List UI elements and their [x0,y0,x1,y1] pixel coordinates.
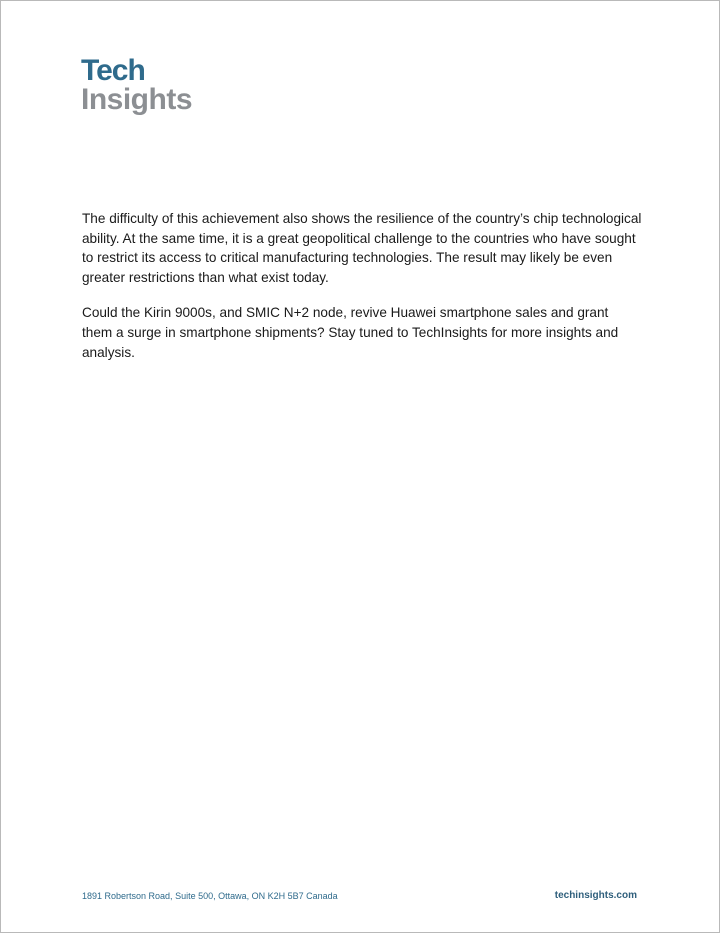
footer-address: 1891 Robertson Road, Suite 500, Ottawa, ON K2H 5B7 Canada [82,891,338,901]
footer-website-link[interactable]: techinsights.com [554,890,637,901]
logo-text-tech: Tech [81,54,145,87]
body-text [82,209,642,378]
paragraph-2: Could the Kirin 9000s, and SMIC N+2 node, revive Huawei smartphone sales and grant them a surge in smartphone shipments? Stay tuned to TechInsights for more insights and analysis. [82,305,619,360]
techinsights-logo [81,54,193,116]
logo-text-insights: Insights [81,83,193,116]
paragraph-1: The difficulty of this achievement also shows the resilience of the country’s chip technological ability. At the same time, it is a great geopolitical challenge to the countries who have sought to restrict its access to critical manufacturing technologies. The result may likely be even greater restrictions than what exist today. [82,211,642,285]
